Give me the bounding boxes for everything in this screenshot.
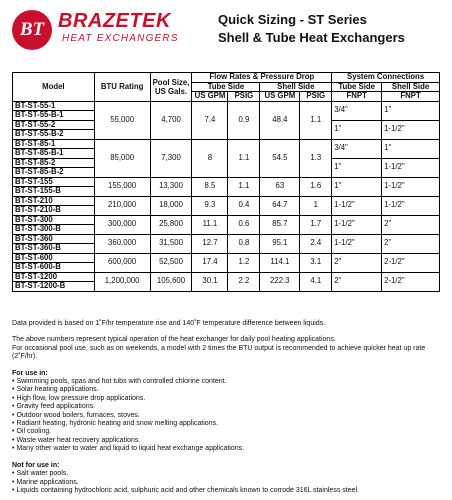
conn-tube-cell: 1-1/2" xyxy=(332,215,382,234)
tube-psig-cell: 1.1 xyxy=(228,139,260,177)
pool-size-cell: 7,300 xyxy=(150,139,192,177)
model-cell: BT-ST-600-B xyxy=(13,263,95,273)
page-header xyxy=(0,0,452,64)
header-conn-shell-side: Shell Side xyxy=(382,82,440,92)
shell-gpm-cell: 85.7 xyxy=(260,215,300,234)
shell-psig-cell: 3.1 xyxy=(300,253,332,272)
btu-rating-cell: 210,000 xyxy=(94,196,150,215)
typical-operation-note: The above numbers represent typical operation of the heat exchanger for daily pool heating applications. xyxy=(12,336,336,344)
tube-gpm-cell: 17.4 xyxy=(192,253,228,272)
btu-rating-cell: 85,000 xyxy=(94,139,150,177)
table-row xyxy=(13,139,440,149)
shell-gpm-cell: 222.3 xyxy=(260,272,300,291)
pool-size-cell: 18,000 xyxy=(150,196,192,215)
model-cell: BT-ST-300 xyxy=(13,215,95,225)
tube-psig-cell: 0.9 xyxy=(228,101,260,139)
model-cell: BT-ST-85-2 xyxy=(13,158,95,168)
list-item: • Waste water heat recovery applications. xyxy=(12,437,440,445)
btu-rating-cell: 1,200,000 xyxy=(94,272,150,291)
page-title: Quick Sizing - ST Series xyxy=(218,12,367,27)
model-cell: BT-ST-1200-B xyxy=(13,282,95,292)
tube-psig-cell: 0.8 xyxy=(228,234,260,253)
shell-psig-cell: 1.3 xyxy=(300,139,332,177)
conn-shell-cell: 1" xyxy=(382,139,440,158)
table-row xyxy=(13,253,440,263)
header-tube-psig: PSIG xyxy=(228,92,260,102)
list-item: • Radiant heating, hydronic heating and snow melting applications. xyxy=(12,420,440,428)
tube-psig-cell: 1.2 xyxy=(228,253,260,272)
btu-rating-cell: 600,000 xyxy=(94,253,150,272)
table-row xyxy=(13,215,440,225)
list-item: • Oil cooling. xyxy=(12,428,440,436)
pool-size-cell: 52,500 xyxy=(150,253,192,272)
occasional-use-note: For occasional pool use, such as on weekends, a model with 2 times the BTU output is recommended to achieve quicker heat up rate (2˚F/hr). xyxy=(12,344,426,361)
tube-psig-cell: 0.4 xyxy=(228,196,260,215)
header-model: Model xyxy=(13,73,95,102)
conn-tube-cell: 1" xyxy=(332,158,382,177)
list-item: • Salt water pools. xyxy=(12,470,440,478)
conn-shell-cell: 1-1/2" xyxy=(382,120,440,139)
tube-psig-cell: 0.6 xyxy=(228,215,260,234)
shell-gpm-cell: 63 xyxy=(260,177,300,196)
model-cell: BT-ST-360 xyxy=(13,234,95,244)
list-item: • Liquids containing hydrochloric acid, sulphuric acid and other chemicals known to corrode 316L stainless steel. xyxy=(12,487,440,495)
tube-gpm-cell: 8.5 xyxy=(192,177,228,196)
conn-tube-cell: 2" xyxy=(332,253,382,272)
conn-tube-cell: 1-1/2" xyxy=(332,196,382,215)
pool-size-cell: 25,800 xyxy=(150,215,192,234)
shell-gpm-cell: 54.5 xyxy=(260,139,300,177)
shell-psig-cell: 1.7 xyxy=(300,215,332,234)
not-for-use-list xyxy=(12,470,440,495)
tube-gpm-cell: 11.1 xyxy=(192,215,228,234)
tube-psig-cell: 1.1 xyxy=(228,177,260,196)
header-system-connections: System Connections xyxy=(332,73,440,83)
shell-psig-cell: 1.6 xyxy=(300,177,332,196)
shell-gpm-cell: 64.7 xyxy=(260,196,300,215)
btu-rating-cell: 300,000 xyxy=(94,215,150,234)
notes-section xyxy=(12,320,440,495)
conn-tube-cell: 1" xyxy=(332,120,382,139)
model-cell: BT-ST-155 xyxy=(13,177,95,187)
conn-shell-cell: 2" xyxy=(382,234,440,253)
model-cell: BT-ST-85-B-2 xyxy=(13,168,95,178)
tube-psig-cell: 2.2 xyxy=(228,272,260,291)
not-for-use-heading: Not for use in: xyxy=(12,461,60,469)
list-item: • High flow, low pressure drop applications. xyxy=(12,395,440,403)
conn-shell-cell: 1-1/2" xyxy=(382,177,440,196)
conn-shell-cell: 1" xyxy=(382,101,440,120)
data-basis-note: Data provided is based on 1˚F/hr temperature rise and 140˚F temperature difference between liquids. xyxy=(12,320,326,327)
shell-psig-cell: 2.4 xyxy=(300,234,332,253)
for-use-list xyxy=(12,378,440,454)
conn-tube-cell: 3/4" xyxy=(332,101,382,120)
conn-tube-cell: 1" xyxy=(332,177,382,196)
btu-rating-cell: 155,000 xyxy=(94,177,150,196)
pool-size-cell: 31,500 xyxy=(150,234,192,253)
btu-rating-cell: 55,000 xyxy=(94,101,150,139)
btu-rating-cell: 360,000 xyxy=(94,234,150,253)
model-cell: BT-ST-85-1 xyxy=(13,139,95,149)
conn-tube-cell: 3/4" xyxy=(332,139,382,158)
table-row xyxy=(13,234,440,244)
brand-name: BRAZETEK xyxy=(58,10,171,32)
model-cell: BT-ST-55-1 xyxy=(13,101,95,111)
brand-tagline: HEAT EXCHANGERS xyxy=(62,33,179,44)
header-tube-side: Tube Side xyxy=(192,82,260,92)
pool-size-cell: 105,600 xyxy=(150,272,192,291)
header-shell-side: Shell Side xyxy=(260,82,332,92)
header-tube-gpm: US GPM xyxy=(192,92,228,102)
header-pool-size: Pool Size, US Gals. xyxy=(150,73,192,102)
pool-size-cell: 13,300 xyxy=(150,177,192,196)
list-item: • Outdoor wood boilers, furnaces, stoves. xyxy=(12,412,440,420)
pool-size-cell: 4,700 xyxy=(150,101,192,139)
tube-gpm-cell: 7.4 xyxy=(192,101,228,139)
tube-gpm-cell: 9.3 xyxy=(192,196,228,215)
header-shell-psig: PSIG xyxy=(300,92,332,102)
table-row xyxy=(13,177,440,187)
list-item: • Many other water to water and liquid to liquid heat exchange applications. xyxy=(12,445,440,453)
model-cell: BT-ST-210-B xyxy=(13,206,95,216)
header-btu-rating: BTU Rating xyxy=(94,73,150,102)
model-cell: BT-ST-360-B xyxy=(13,244,95,254)
header-shell-gpm: US GPM xyxy=(260,92,300,102)
list-item: • Swimming pools, spas and hot tubs with controlled chlorine content. xyxy=(12,378,440,386)
shell-gpm-cell: 114.1 xyxy=(260,253,300,272)
model-cell: BT-ST-85-B-1 xyxy=(13,149,95,159)
tube-gpm-cell: 12.7 xyxy=(192,234,228,253)
shell-psig-cell: 1.1 xyxy=(300,101,332,139)
model-cell: BT-ST-300-B xyxy=(13,225,95,235)
header-conn-tube-side: Tube Side xyxy=(332,82,382,92)
conn-shell-cell: 2" xyxy=(382,215,440,234)
conn-shell-cell: 1-1/2" xyxy=(382,196,440,215)
header-tube-fnpt: FNPT xyxy=(332,92,382,102)
table-row xyxy=(13,196,440,206)
list-item: • Solar heating applications. xyxy=(12,386,440,394)
shell-gpm-cell: 48.4 xyxy=(260,101,300,139)
conn-shell-cell: 1-1/2" xyxy=(382,158,440,177)
sizing-table-body xyxy=(13,101,440,291)
table-row xyxy=(13,101,440,111)
model-cell: BT-ST-210 xyxy=(13,196,95,206)
conn-shell-cell: 2-1/2" xyxy=(382,272,440,291)
tube-gpm-cell: 8 xyxy=(192,139,228,177)
model-cell: BT-ST-155-B xyxy=(13,187,95,197)
model-cell: BT-ST-1200 xyxy=(13,272,95,282)
brazetek-logo: BT xyxy=(12,10,52,50)
conn-shell-cell: 2-1/2" xyxy=(382,253,440,272)
model-cell: BT-ST-55-2 xyxy=(13,120,95,130)
list-item: • Marine applications. xyxy=(12,479,440,487)
model-cell: BT-ST-55-B-1 xyxy=(13,111,95,121)
table-row xyxy=(13,272,440,282)
shell-psig-cell: 4.1 xyxy=(300,272,332,291)
conn-tube-cell: 2" xyxy=(332,272,382,291)
model-cell: BT-ST-600 xyxy=(13,253,95,263)
shell-gpm-cell: 95.1 xyxy=(260,234,300,253)
header-shell-fnpt: FNPT xyxy=(382,92,440,102)
header-flow-rates: Flow Rates & Pressure Drop xyxy=(192,73,332,83)
model-cell: BT-ST-55-B-2 xyxy=(13,130,95,140)
for-use-heading: For use in: xyxy=(12,369,48,377)
shell-psig-cell: 1 xyxy=(300,196,332,215)
tube-gpm-cell: 30.1 xyxy=(192,272,228,291)
page-subtitle: Shell & Tube Heat Exchangers xyxy=(218,30,405,45)
list-item: • Gravity feed applications. xyxy=(12,403,440,411)
conn-tube-cell: 1-1/2" xyxy=(332,234,382,253)
sizing-table xyxy=(12,72,440,292)
